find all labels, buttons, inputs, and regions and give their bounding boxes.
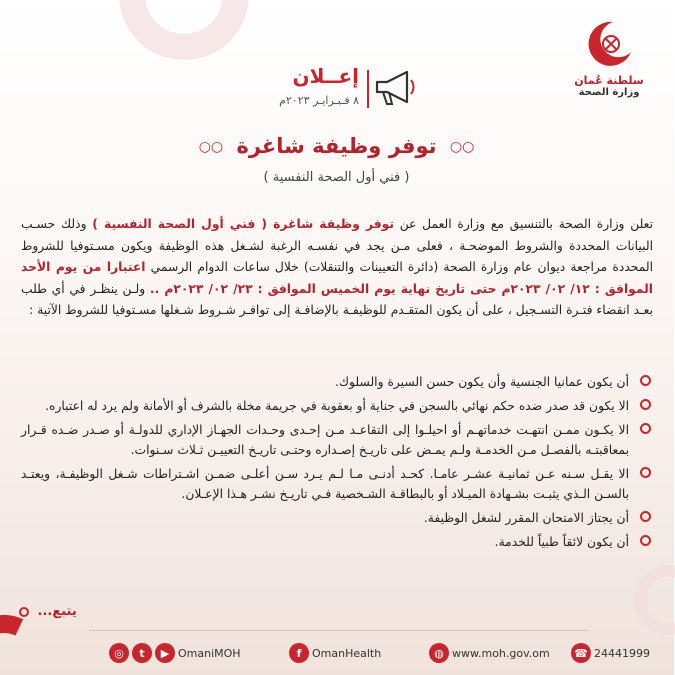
footer-phone[interactable] <box>572 643 651 663</box>
ministry-logo <box>565 18 655 98</box>
decorative-ring-right <box>635 565 675 635</box>
intro-job-title: توفر وظيفة شاغرة ( فني أول الصحة النفسية ) <box>93 217 395 231</box>
website-link[interactable]: www.moh.gov.om <box>453 646 551 660</box>
intro-text-1: تعلن وزارة الصحة بالتنسيق مع وزارة العمل عن <box>400 217 654 231</box>
ring-bullet-icon <box>641 399 652 410</box>
ring-ornament-icon <box>20 607 30 617</box>
announcement-date: ٨ فـبـرايـر ٢٠٢٣م <box>280 94 360 107</box>
intro-text-3: ولـن ينظـر في أي طلب بعـد انقضاء فتـرة التسـجيل ، على أن يكون المتقـدم للوظيفـة بالإضافـة إلى توافـر شـروط شـغلها مسـتوفيا للشروط الآتية : <box>22 281 654 317</box>
ring-ornament-icon: ○○ <box>450 139 476 155</box>
subheadline: ( فني أول الصحة النفسية ) <box>264 170 411 185</box>
intro-dates: اعتبارا من يوم الأحد الموافق : ١٢/ ٠٢/ ٢٠٢٣م حتى تاريخ نهاية يوم الخميس الموافق : ٢٣/ ٠٢/ ٢٠٢٣م .. <box>22 260 654 296</box>
decorative-ring-top <box>120 0 250 60</box>
phone-icon[interactable]: ☎ <box>572 643 592 663</box>
instagram-icon[interactable]: ◎ <box>110 643 130 663</box>
intro-text-2: وذلك حسـب البيانات المحددة والشروط الموضحـة ، فعلى مـن يجد في نفسـه الرغبة لشـغل هذه الوظيفة ويكون مسـتوفيا للشروط المحددة مراجعة ديوان عام وزارة الصحة (دائرة التعيينات والتنقلات) خلال ساعات الدوام الرسمي <box>22 217 654 274</box>
logo-line-ministry: وزارة الصحة <box>579 87 641 98</box>
announcement-block <box>270 64 420 116</box>
announcement-divider <box>368 70 370 108</box>
facebook-handle[interactable]: OmanHealth <box>313 646 383 660</box>
ring-bullet-icon <box>641 375 652 386</box>
ring-bullet-icon <box>641 423 652 434</box>
announcement-title: إعــلان <box>293 64 360 88</box>
condition-item: أن يكون عمانيا الجنسية وأن يكون حسن السيرة والسلوك. <box>22 372 654 392</box>
social-handle[interactable]: OmaniMOH <box>179 646 242 660</box>
youtube-icon[interactable]: ▶ <box>156 643 176 663</box>
condition-item: الا يقـل سـنه عـن ثمانيـة عشـر عامـا. كحـد أدنـى مـا لـم يـرد سـن أعلـى ضمـن اشـتراطات شـغل الوظيفـة، ويعتـد بالسـن الـذي يثبـت بشـهادة الميـلاد أو بالبطاقـة الشـخصية فـي تاريـخ نشـر هـذا الإعـلان. <box>22 464 654 504</box>
condition-item: أن يكون لائقاً طبياً للخدمة. <box>22 532 654 552</box>
footer <box>0 637 675 669</box>
footer-divider <box>90 630 590 631</box>
megaphone-icon <box>374 68 420 108</box>
condition-item: الا يكـون ممـن انتهـت خدماتهـم أو احيلـوا إلى التقاعـد مـن إحـدى وحـدات الجهـاز الإداري للدولـة أو صـدر ضـده قـرار بمعاقبتـه بالفصـل مـن الخدمـة ولـم يمـض على تاريـخ إصـداره وحتـى تاريـخ التعييـن ثـلاث سـنوات. <box>22 420 654 460</box>
intro-paragraph <box>22 214 654 322</box>
logo-line-country: سلطنة عُمان <box>575 74 645 87</box>
footer-facebook[interactable] <box>290 643 382 663</box>
globe-icon[interactable]: ◍ <box>430 643 450 663</box>
phone-number[interactable]: 24441999 <box>595 646 651 660</box>
ring-bullet-icon <box>641 511 652 522</box>
footer-website[interactable] <box>430 643 551 663</box>
headline-text: توفر وظيفة شاغرة <box>237 134 438 158</box>
ring-bullet-icon <box>641 535 652 546</box>
ring-ornament-icon: ○○ <box>199 139 225 155</box>
condition-item: الا يكون قد صدر ضده حكم نهائي بالسجن في جناية أو بعقوبة في جريمة مخلة بالشرف أو الأمانة ولم يرد له اعتباره. <box>22 396 654 416</box>
headline <box>0 134 675 158</box>
oman-emblem-icon <box>584 18 636 70</box>
continued-label: يتبع... <box>20 604 78 619</box>
ring-bullet-icon <box>641 467 652 478</box>
conditions-list <box>22 372 654 556</box>
condition-item: أن يجتاز الامتحان المقرر لشغل الوظيفة. <box>22 508 654 528</box>
twitter-icon[interactable]: t <box>133 643 153 663</box>
footer-social[interactable] <box>110 643 242 663</box>
facebook-icon[interactable]: f <box>290 643 310 663</box>
